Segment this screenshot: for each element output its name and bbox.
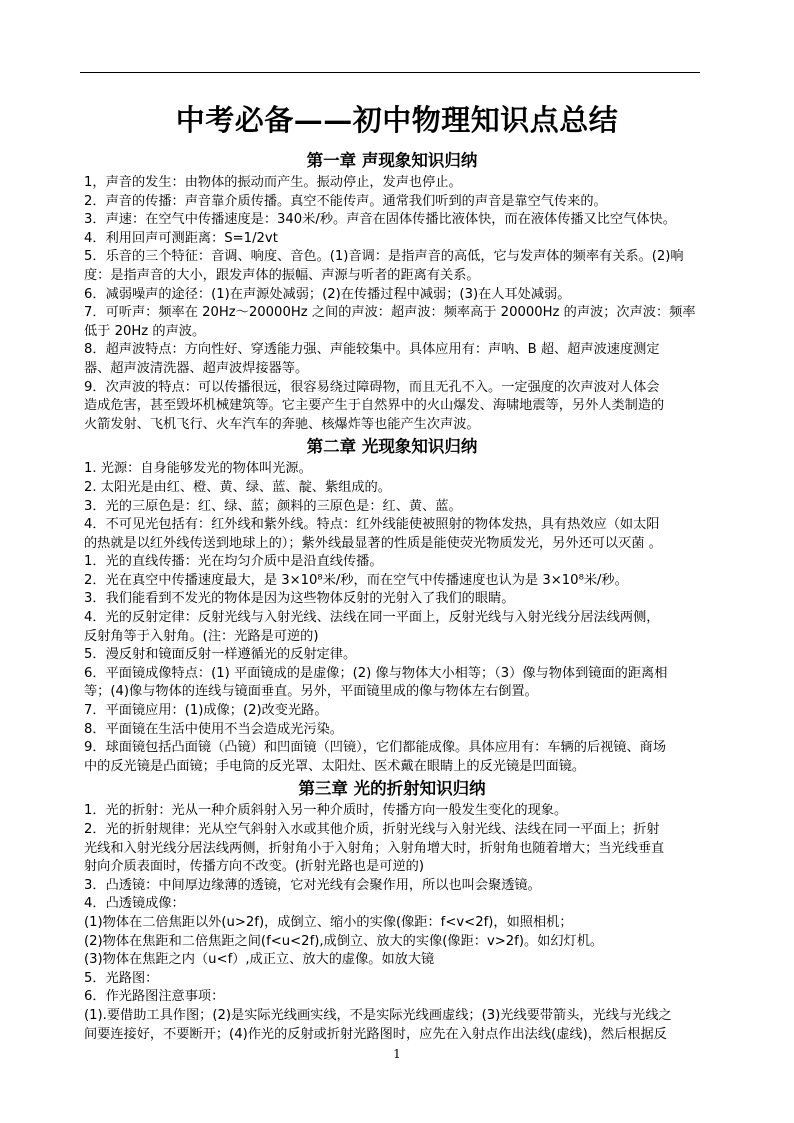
paragraph	[84, 1007, 700, 1044]
text-line: (2)物体在焦距和二倍焦距之间(f<u<2f),成倒立、放大的实像(像距：v>2f)。如幻灯机。	[84, 933, 604, 949]
text-line: (1).要借助工具作图；(2)是实际光线画实线，不是实际光线画虚线；(3)光线要带箭头，光线与光线之	[84, 1007, 672, 1023]
text-line: 8．超声波特点：方向性好、穿透能力强、声能较集中。具体应用有：声呐、B 超、超声波速度测定	[84, 342, 660, 358]
text-line: 中的反光镜是凸面镜；手电筒的反光罩、太阳灶、医术戴在眼睛上的反光镜是凹面镜。	[84, 758, 586, 774]
text-line: 9．次声波的特点：可以传播很远，很容易绕过障碍物，而且无孔不入。一定强度的次声波对人体会	[84, 379, 660, 395]
text-line: 5．光路图：	[84, 970, 159, 986]
paragraph	[84, 933, 700, 952]
paragraph	[84, 877, 700, 896]
text-line: 3．光的三原色是：红、绿、蓝；颜料的三原色是：红、黄、蓝。	[84, 498, 462, 514]
chapter-title: 第二章 光现象知识归纳	[306, 437, 478, 457]
text-line: 1. 光源：自身能够发光的物体叫光源。	[84, 461, 312, 477]
paragraph	[84, 821, 700, 877]
text-line: 的热就是以红外线传送到地球上的）；紫外线最显著的性质是能使荧光物质发光，另外还可以灭菌 。	[84, 535, 662, 551]
text-line: 造成危害，甚至毁坏机械建筑等。它主要产生于自然界中的火山爆发、海啸地震等，另外人类制造的	[84, 398, 665, 414]
text-line: (1)物体在二倍焦距以外(u>2f)，成倒立、缩小的实像(像距：f<v<2f)，如照相机；	[84, 914, 573, 930]
text-line: 器、超声波清洗器、超声波焊接器等。	[84, 360, 309, 376]
text-line: 3．我们能看到不发光的物体是因为这些物体反射的光射入了我们的眼睛。	[84, 591, 515, 607]
text-line: 7．平面镜应用：(1)成像；(2)改变光路。	[84, 703, 328, 719]
paragraph	[84, 304, 700, 341]
text-line: 5．漫反射和镜面反射一样遵循光的反射定律。	[84, 647, 357, 663]
text-line: 4．光的反射定律：反射光线与入射光线、法线在同一平面上，反射光线与入射光线分居法线两侧，	[84, 610, 660, 626]
text-line: 光线和入射光线分居法线两侧，折射角小于入射角；入射角增大时，折射角也随着增大；当光线垂直	[84, 840, 665, 856]
text-line: 火箭发射、飞机飞行、火车汽车的奔驰、核爆炸等也能产生次声波。	[84, 416, 480, 432]
paragraph	[84, 951, 700, 970]
text-line: 1．光的直线传播：光在均匀介质中是沿直线传播。	[84, 554, 383, 570]
text-line: 射向介质表面时，传播方向不改变。(折射光路也是可逆的)	[84, 859, 424, 875]
paragraph	[84, 248, 700, 285]
text-line: 7．可听声：频率在 20Hz～20000Hz 之间的声波：超声波：频率高于 20000Hz 的声波；次声波：频率	[84, 305, 696, 321]
paragraph	[84, 609, 700, 646]
header-rule	[80, 72, 700, 73]
paragraph	[84, 572, 700, 591]
paragraph	[84, 553, 700, 572]
text-line: 2．光的折射规律：光从空气斜射入水或其他介质，折射光线与入射光线、法线在同一平面上；折射	[84, 822, 660, 837]
paragraph	[84, 286, 700, 305]
text-line: 3．凸透镜：中间厚边缘薄的透镜，它对光线有会聚作用，所以也叫会聚透镜。	[84, 877, 541, 893]
paragraph	[84, 379, 700, 435]
text-line: 2. 太阳光是由红、橙、黄、绿、蓝、靛、紫组成的。	[84, 479, 391, 495]
paragraph	[84, 211, 700, 230]
paragraph	[84, 193, 700, 212]
paragraph	[84, 721, 700, 740]
text-line: 4．凸透镜成像：	[84, 896, 185, 912]
text-line: 2．声音的传播：声音靠介质传播。真空不能传声。通常我们听到的声音是靠空气传来的。	[84, 193, 607, 209]
text-line: 1．光的折射：光从一种介质斜射入另一种介质时，传播方向一般发生变化的现象。	[84, 803, 568, 819]
text-line: 8．平面镜在生活中使用不当会造成光污染。	[84, 721, 343, 737]
paragraph	[84, 498, 700, 517]
text-line: 6．作光路图注意事项：	[84, 989, 225, 1005]
paragraph	[84, 479, 700, 498]
paragraph	[84, 590, 700, 609]
paragraph	[84, 739, 700, 776]
paragraph	[84, 895, 700, 914]
paragraph	[84, 802, 700, 821]
text-line: 间要连接好，不要断开；(4)作光的反射或折射光路图时，应先在入射点作出法线(虚线)，然后根据反	[84, 1026, 667, 1042]
text-line: 等；(4)像与物体的连线与镜面垂直。另外，平面镜里成的像与物体左右倒置。	[84, 684, 538, 700]
text-line: 度：是指声音的大小，跟发声体的振幅、声源与听者的距离有关系。	[84, 267, 480, 283]
text-line: (3)物体在焦距之内（u<f）,成正立、放大的虚像。如放大镜	[84, 952, 435, 968]
paragraph	[84, 665, 700, 702]
paragraph	[84, 970, 700, 989]
paragraph	[84, 516, 700, 553]
text-line: 6．平面镜成像特点：(1) 平面镜成的是虚像；(2) 像与物体大小相等；（3）像与物体到镜面的距离相	[84, 665, 668, 681]
paragraph	[84, 702, 700, 721]
text-line: 4．利用回声可测距离：S=1/2vt	[84, 230, 278, 246]
paragraph	[84, 341, 700, 378]
paragraph	[84, 460, 700, 479]
text-line: 反射角等于入射角。(注：光路是可逆的)	[84, 628, 319, 644]
chapter-title: 第一章 声现象知识归纳	[306, 151, 478, 170]
chapter-title: 第三章 光的折射知识归纳	[298, 779, 486, 799]
paragraph	[84, 230, 700, 249]
page-number: 1	[393, 1047, 401, 1061]
paragraph	[84, 174, 700, 193]
text-line: 低于 20Hz 的声波。	[84, 323, 206, 339]
paragraph	[84, 988, 700, 1007]
text-line: 4．不可见光包括有：红外线和紫外线。特点：红外线能使被照射的物体发热，具有热效应（如太阳	[84, 517, 660, 533]
text-line: 1，声音的发生：由物体的振动而产生。振动停止，发声也停止。	[84, 175, 462, 190]
paragraph	[84, 914, 700, 933]
text-line: 6．减弱噪声的途径：(1)在声源处减弱；(2)在传播过程中减弱；(3)在人耳处减弱。	[84, 286, 571, 302]
text-line: 2．光在真空中传播速度最大，是 3×10⁸米/秒，而在空气中传播速度也认为是 3×10⁸米/秒。	[84, 572, 628, 588]
document-body	[84, 148, 700, 1044]
text-line: 3．声速：在空气中传播速度是：340米/秒。声音在固体传播比液体快，而在液体传播又比空气体快。	[84, 212, 676, 228]
text-line: 5．乐音的三个特征：音调、响度、音色。(1)音调：是指声音的高低，它与发声体的频率有关系。(2)响	[84, 249, 684, 265]
text-line: 9．球面镜包括凸面镜（凸镜）和凹面镜（凹镜），它们都能成像。具体应用有：车辆的后视镜、商场	[84, 740, 667, 756]
document-title: 中考必备——初中物理知识点总结	[175, 103, 619, 137]
paragraph	[84, 646, 700, 665]
